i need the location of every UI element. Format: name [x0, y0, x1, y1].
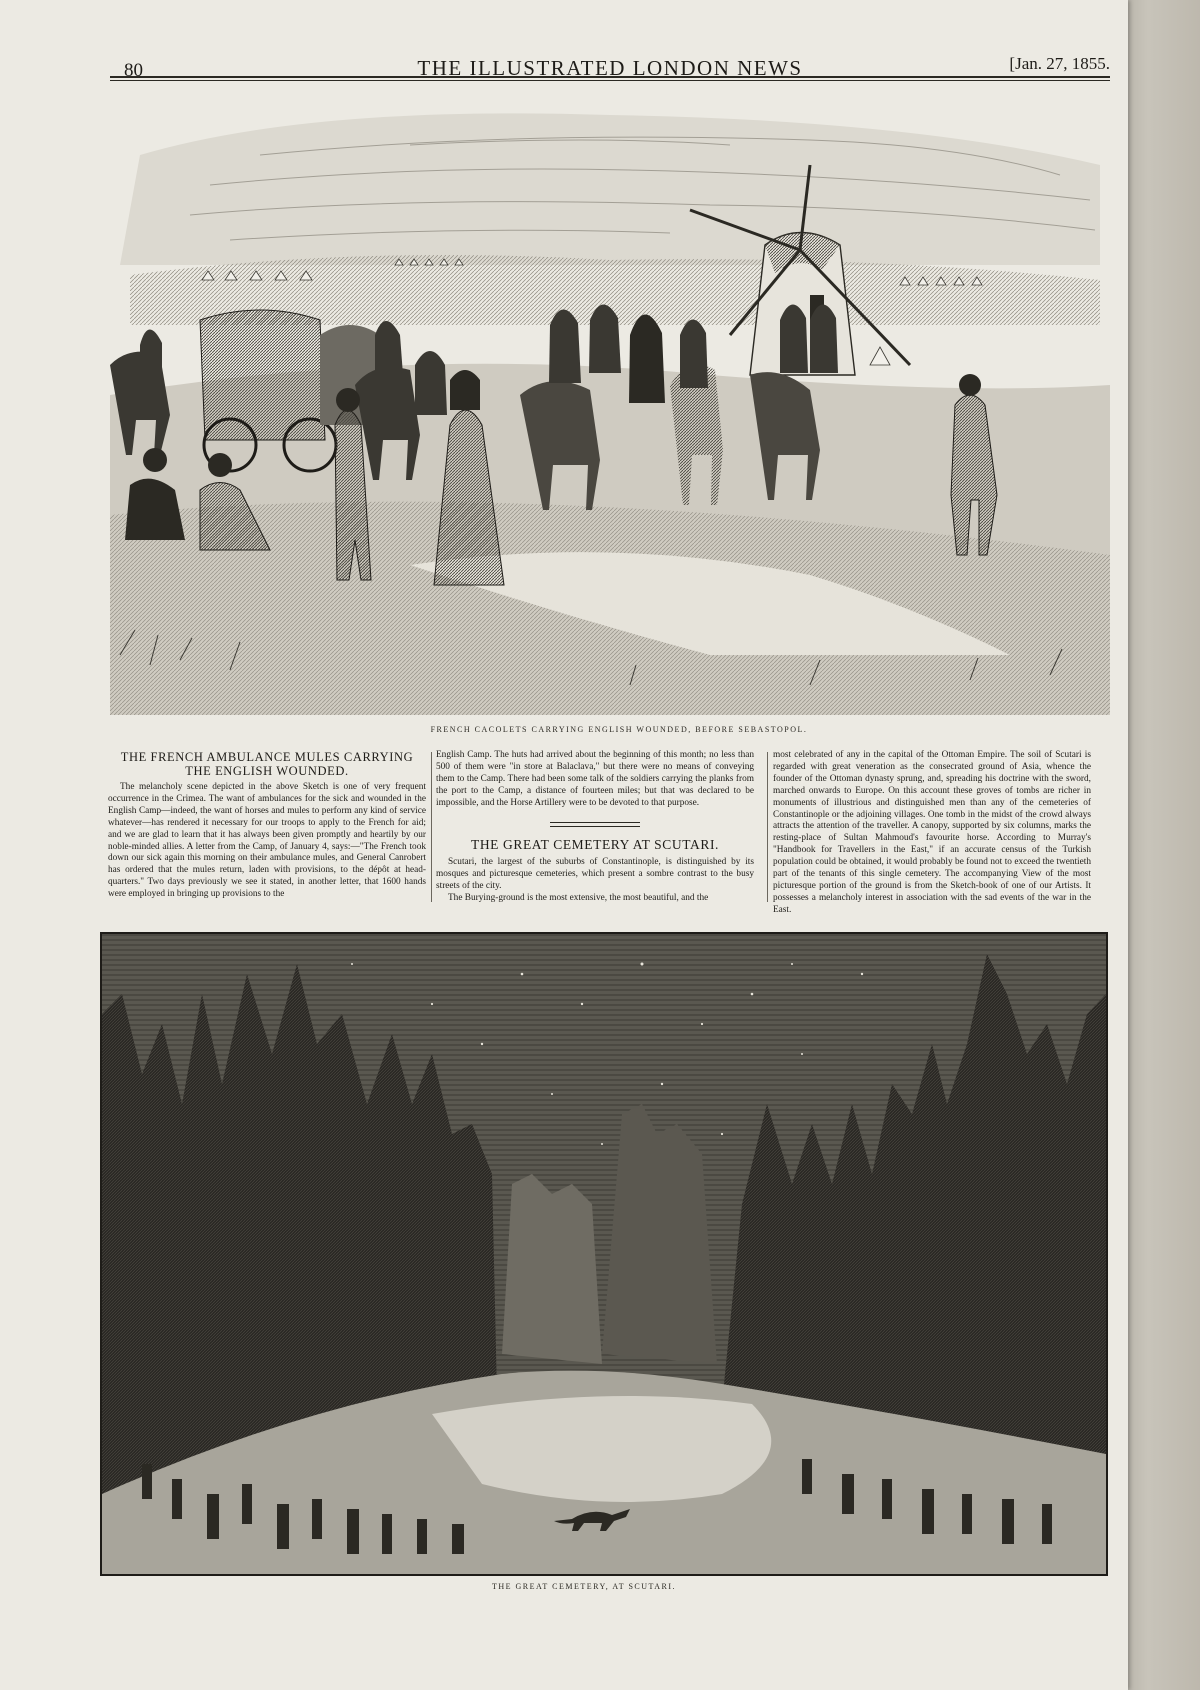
masthead-rule-thin [110, 80, 1110, 81]
column-rule [767, 752, 768, 902]
newspaper-title: THE ILLUSTRATED LONDON NEWS [417, 56, 803, 80]
page-edge [1125, 0, 1200, 1690]
article-column-3 [773, 750, 1091, 917]
section-divider [550, 826, 640, 827]
article-body: The melancholy scene depicted in the above Sketch is one of very frequent occurrence in the Crimea. The want of ambulances for the sick and wounded in the English Camp—indeed, the want of horses and mules to perform any kind of service whatever—has rendered it necessary for our troops to apply to the French for aid; and we are glad to learn that it has always been given promptly and heartily by our noble-minded allies. A letter from the Camp, of January 4, says:—"The French took down our sick again this morning on their ambulance mules, and General Canrobert has ordered that the mules return, laden with provisions, to the dépôt at head-quarters." Two days previously we see it stated, in another letter, that 1600 hands were employed in bringing up provisions to the [108, 782, 426, 900]
engraving-french-cacolets [110, 95, 1110, 715]
issue-date: [Jan. 27, 1855. [1009, 54, 1110, 73]
masthead-rule [110, 76, 1110, 78]
article-column-1 [108, 750, 426, 901]
engraving-great-cemetery [100, 932, 1108, 1576]
article-heading: THE GREAT CEMETERY AT SCUTARI. [470, 836, 720, 852]
article-body: The Burying-ground is the most extensive, the most beautiful, and the [448, 893, 709, 904]
column-rule [431, 752, 432, 902]
article-body: English Camp. The huts had arrived about the beginning of this month; no less than 500 of them were "in store at Balaclava," but there were no means of conveying them to the Camp. There had been some talk of the soldiers carrying the planks from the port to the Camp, a distance of fourteen miles; but that was declared to be impossible, and the Horse Artillery were to be devoted to that purpose. [436, 750, 754, 808]
article-body: most celebrated of any in the capital of the Ottoman Empire. The soil of Scutari is regarded with great veneration as the consecrated ground of Asia, whence the founder of the Ottoman dynasty sprung, and, spreading his doctrine with the sword, marched onwards to Europe. On this account these groves of tombs are richer in monuments of illustrious and distinguished men than any of the cemeteries of Constantinople or the adjoining villages. One tomb in the midst of the crowd always attracts the attention of the traveller. A canopy, supported by six columns, marks the resting-place of Sultan Mahmoud's favourite horse. According to Murray's "Handbook for Travellers in the East," if an accurate census of the Turkish population could be obtained, it would probably be found not to exceed the twentieth part of the tenants of this single cemetery. The accompanying View of the most picturesque portion of the ground is from the Sketch-book of one of our Artists. It possesses a melancholy interest in association with the sad events of the war in the East. [773, 750, 1091, 915]
illustration-caption: THE GREAT CEMETERY, AT SCUTARI. [491, 1582, 677, 1591]
section-divider [550, 822, 640, 823]
article-heading: THE FRENCH AMBULANCE MULES CARRYING THE ENGLISH WOUNDED. [120, 750, 414, 778]
article-body: Scutari, the largest of the suburbs of Constantinople, is distinguished by its mosques and picturesque cemeteries, which present a sombre contrast to the busy streets of the city. [436, 857, 754, 892]
article-column-2 [436, 750, 754, 905]
page-number: 80 [124, 60, 143, 81]
illustration-caption: FRENCH CACOLETS CARRYING ENGLISH WOUNDED, BEFORE SEBASTOPOL. [430, 725, 808, 734]
